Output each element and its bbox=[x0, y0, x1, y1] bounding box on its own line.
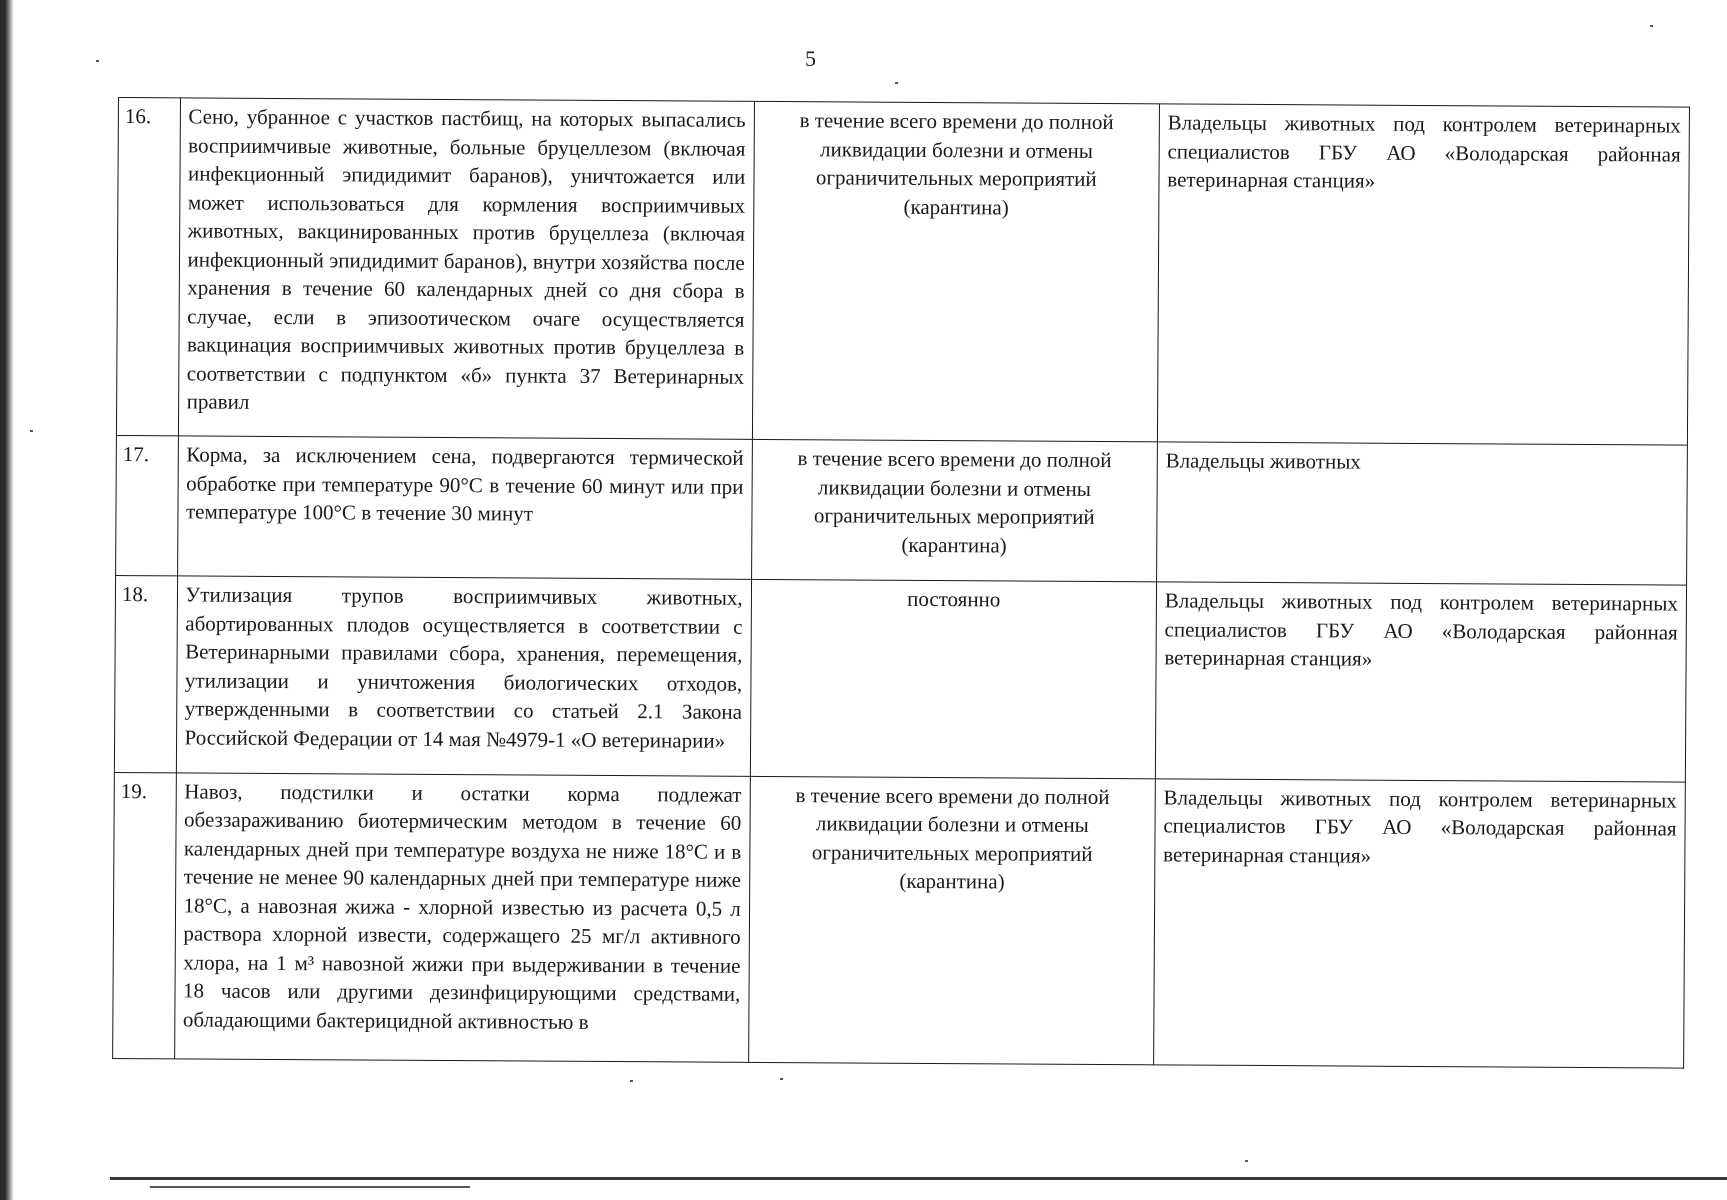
measure-period: в течение всего времени до полной ликвидации болезни и отмены ограничительных мероприятий (карантина) bbox=[752, 101, 1159, 442]
measure-description: Корма, за исключением сена, подвергаются термической обработке при температуре 90°С в течение 60 минут или при температуре 100°С в течение 30 минут bbox=[177, 436, 752, 580]
row-number: 17. bbox=[116, 436, 178, 577]
table-row bbox=[116, 436, 1688, 586]
measure-responsible: Владельцы животных bbox=[1156, 442, 1687, 585]
measure-description: Сено, убранное с участков пастбищ, на которых выпасались восприимчивые животные, больные бруцеллезом (включая инфекционный эпидидимит баранов), уничтожается или может использоваться для кормления восприимчивых животных, вакцинированных против бруцеллеза (включая инфекционный эпидидимит баранов), внутри хозяйства после хранения в течение 60 календарных дней со дня сбора в случае, если в эпизоотическом очаге осуществляется вакцинация восприимчивых животных против бруцеллеза в соответствии с подпунктом «б» пункта 37 Ветеринарных правил bbox=[178, 98, 754, 440]
measure-responsible: Владельцы животных под контролем ветеринарных специалистов ГБУ АО «Володарская районная ветеринарная станция» bbox=[1155, 582, 1686, 781]
measure-period: в течение всего времени до полной ликвидации болезни и отмены ограничительных мероприятий (карантина) bbox=[748, 776, 1155, 1065]
scan-left-edge bbox=[0, 0, 14, 1200]
table-row bbox=[113, 772, 1686, 1068]
measure-period: постоянно bbox=[750, 580, 1156, 779]
scan-speck bbox=[1650, 25, 1653, 27]
measure-responsible: Владельцы животных под контролем ветеринарных специалистов ГБУ АО «Володарская районная ветеринарная станция» bbox=[1157, 104, 1689, 445]
scan-speck bbox=[895, 82, 898, 84]
measure-responsible: Владельцы животных под контролем ветеринарных специалистов ГБУ АО «Володарская районная ветеринарная станция» bbox=[1153, 778, 1685, 1068]
scan-speck bbox=[96, 60, 99, 62]
scan-speck bbox=[780, 1078, 783, 1080]
row-number: 19. bbox=[113, 772, 176, 1059]
scan-bottom-edge bbox=[110, 1177, 1727, 1180]
page-number: 5 bbox=[805, 46, 816, 71]
scan-speck bbox=[1245, 1160, 1248, 1162]
scan-bottom-edge-shadow bbox=[150, 1186, 470, 1188]
measure-description: Навоз, подстилки и остатки корма подлежат обеззараживанию биотермическим методом в течение 60 календарных дней при температуре воздуха не ниже 18°С и в течение не менее 90 календарных дней при температуре ниже 18°С, а навозная жижа - хлорной известью из расчета 0,5 л раствора хлорной извести, содержащего 25 мг/л активного хлора, на 1 м³ навозной жижи при выдерживании в течение 18 часов или другими дезинфицирующими средствами, обладающими бактерицидной активностью в bbox=[174, 772, 750, 1062]
row-number: 16. bbox=[116, 98, 180, 437]
measure-description: Утилизация трупов восприимчивых животных, абортированных плодов осуществляется в соответствии с Ветеринарными правилами сбора, хранения, перемещения, утилизации и уничтожения биологических отходов, утвержденными в соответствии со статьей 2.1 Закона Российской Федерации от 14 мая №4979-1 «О ветеринарии» bbox=[176, 576, 751, 776]
measures-table bbox=[112, 97, 1690, 1069]
scan-speck bbox=[30, 430, 33, 432]
scan-speck bbox=[630, 1080, 633, 1082]
measure-period: в течение всего времени до полной ликвидации болезни и отмены ограничительных мероприятий (карантина) bbox=[751, 440, 1157, 583]
row-number: 18. bbox=[114, 576, 177, 772]
table-row bbox=[116, 98, 1689, 446]
table-row bbox=[114, 576, 1686, 782]
